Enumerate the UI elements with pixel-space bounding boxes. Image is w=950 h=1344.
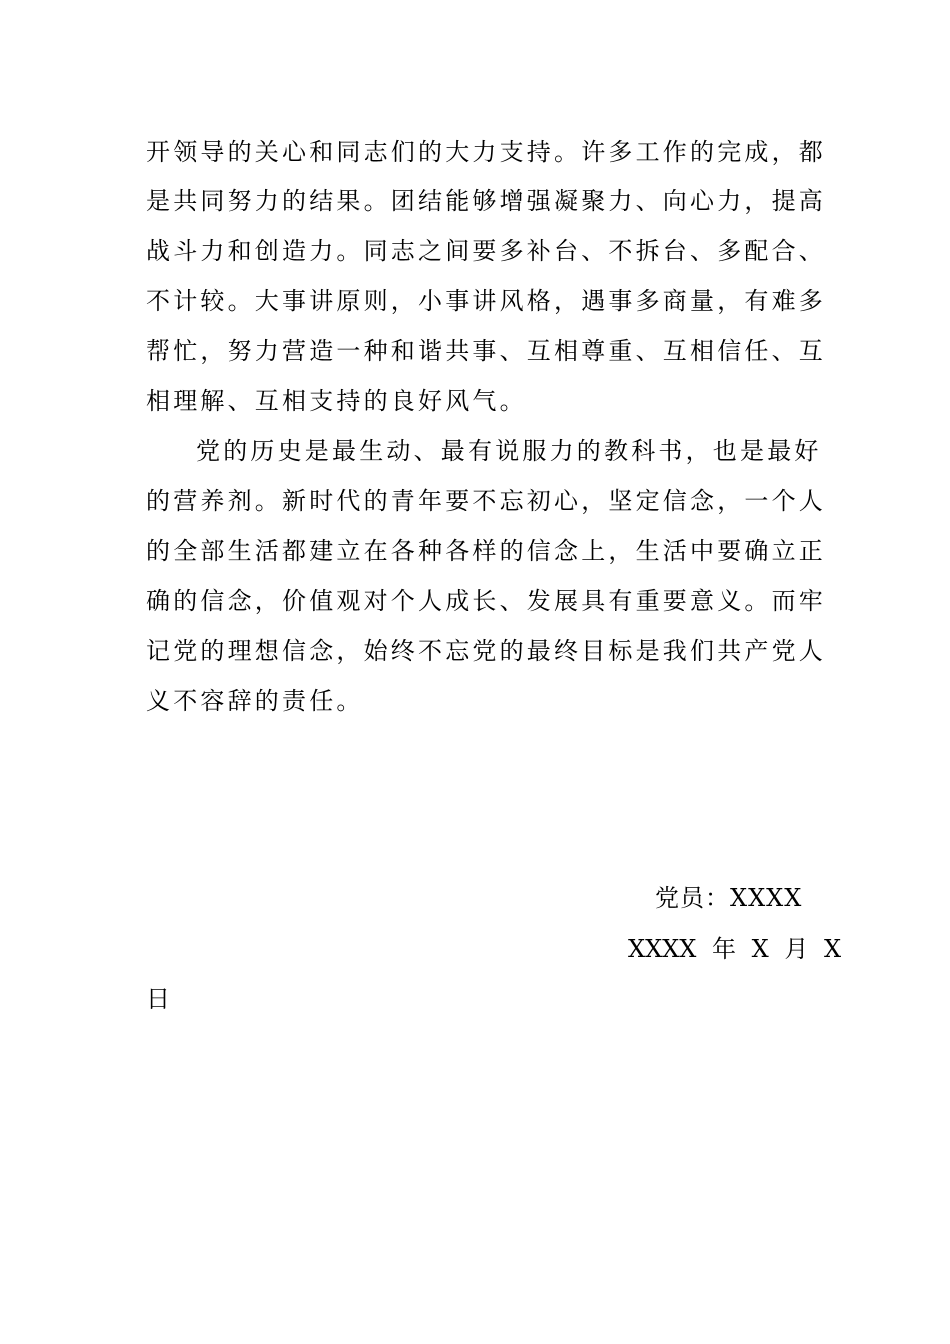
signature-member: 党员：XXXX bbox=[655, 884, 803, 912]
signature-date: XXXX 年 X 月 X bbox=[628, 935, 842, 963]
paragraph-2-line-5: 记党的理想信念，始终不忘党的最终目标是我们共产党人 bbox=[146, 637, 826, 665]
paragraph-2-line-1: 党的历史是最生动、最有说服力的教科书，也是最好 bbox=[196, 437, 822, 465]
paragraph-1-line-6: 相理解、互相支持的良好风气。 bbox=[146, 387, 527, 415]
paragraph-1-line-3: 战斗力和创造力。同志之间要多补台、不拆台、多配合、 bbox=[146, 237, 826, 265]
paragraph-1-line-1: 开领导的关心和同志们的大力支持。许多工作的完成，都 bbox=[146, 138, 826, 166]
paragraph-1-line-4: 不计较。大事讲原则，小事讲风格，遇事多商量，有难多 bbox=[146, 287, 826, 315]
signature-date-wrap: 日 bbox=[146, 985, 170, 1013]
paragraph-2-line-3: 的全部生活都建立在各种各样的信念上，生活中要确立正 bbox=[146, 537, 826, 565]
paragraph-1-line-5: 帮忙，努力营造一种和谐共事、互相尊重、互相信任、互 bbox=[146, 337, 826, 365]
paragraph-2-line-4: 确的信念，价值观对个人成长、发展具有重要意义。而牢 bbox=[146, 587, 826, 615]
paragraph-2-line-2: 的营养剂。新时代的青年要不忘初心，坚定信念，一个人 bbox=[146, 487, 826, 515]
paragraph-1-line-2: 是共同努力的结果。团结能够增强凝聚力、向心力，提高 bbox=[146, 187, 826, 215]
paragraph-2-line-6: 义不容辞的责任。 bbox=[146, 687, 364, 715]
